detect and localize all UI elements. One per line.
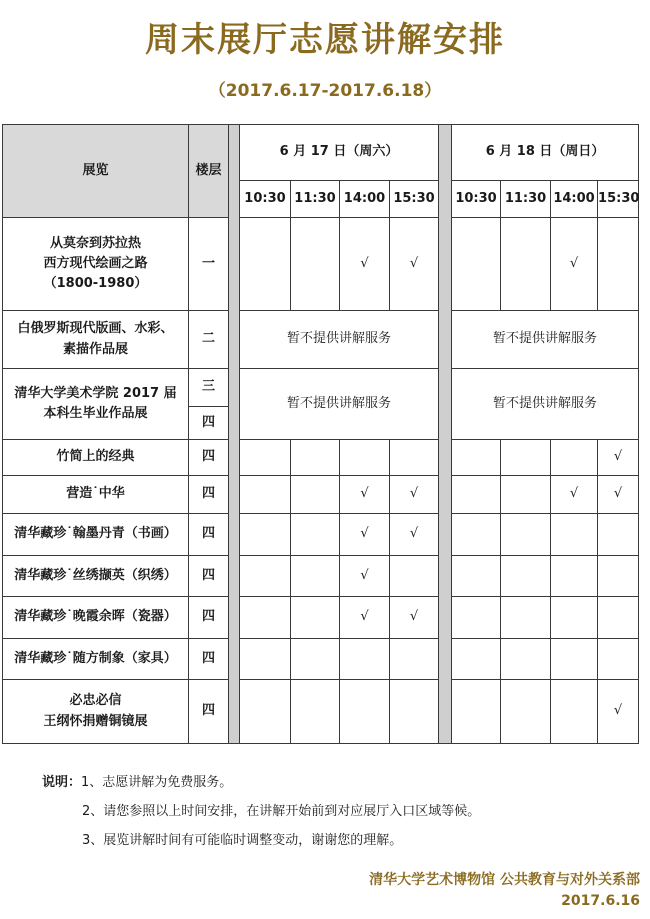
slot-cell	[240, 680, 291, 744]
exhibit-row	[3, 218, 639, 311]
slot-cell	[340, 597, 390, 639]
exhibition-name	[3, 440, 189, 476]
slot-cell	[291, 440, 340, 476]
slot-cell	[551, 597, 598, 639]
slot-cell	[390, 218, 439, 311]
slot-cell	[291, 476, 340, 514]
slot-cell	[501, 556, 551, 597]
time-slot-header: 10:30	[240, 181, 291, 218]
exhibit-column-header: 展览	[3, 125, 189, 218]
slot-cell	[452, 476, 501, 514]
exhibit-row	[3, 514, 639, 556]
slot-cell	[291, 597, 340, 639]
slot-cell	[340, 639, 390, 680]
exhibition-name-line: 竹简上的经典	[56, 449, 135, 465]
floor-cell: 三	[189, 369, 229, 407]
slot-cell	[240, 556, 291, 597]
time-slot-header: 14:00	[340, 181, 390, 218]
slot-cell	[390, 597, 439, 639]
check-mark: √	[360, 486, 369, 502]
time-slot-header: 15:30	[390, 181, 439, 218]
slot-cell	[240, 440, 291, 476]
slot-cell	[340, 440, 390, 476]
no-service-cell: 暂不提供讲解服务	[452, 369, 639, 440]
header-row	[3, 125, 639, 181]
exhibition-name	[3, 514, 189, 556]
slot-cell	[452, 514, 501, 556]
check-mark: √	[360, 526, 369, 542]
slot-cell	[501, 440, 551, 476]
exhibition-name-line: 清华藏珍˙晚霞余晖（瓷器）	[14, 609, 177, 625]
slot-cell	[551, 218, 598, 311]
slot-cell	[452, 639, 501, 680]
footer-date: 2017.6.16	[561, 893, 640, 909]
slot-cell	[551, 556, 598, 597]
slot-cell	[452, 680, 501, 744]
slot-cell	[551, 639, 598, 680]
exhibition-name	[3, 680, 189, 744]
exhibition-name-line: 清华大学美术学院 2017 届	[14, 385, 177, 401]
slot-cell	[551, 514, 598, 556]
time-slot-header: 14:00	[551, 181, 598, 218]
notes	[42, 768, 480, 855]
slot-cell	[390, 476, 439, 514]
slot-cell	[340, 476, 390, 514]
exhibit-row	[3, 311, 639, 369]
exhibition-name-line: 王纲怀捐赠铜镜展	[43, 713, 148, 729]
exhibition-name-line: 西方现代绘画之路	[43, 255, 148, 271]
check-mark: √	[360, 255, 369, 271]
exhibition-name-line: 清华藏珍˙翰墨丹青（书画）	[14, 526, 177, 542]
exhibition-name-line: 营造˙中华	[66, 486, 125, 502]
exhibit-row	[3, 369, 639, 407]
exhibition-name-line: 素描作品展	[62, 341, 128, 357]
no-service-cell: 暂不提供讲解服务	[240, 311, 439, 369]
exhibit-row	[3, 597, 639, 639]
slot-cell	[340, 218, 390, 311]
slot-cell	[598, 440, 639, 476]
note-3	[42, 826, 480, 855]
slot-cell	[240, 639, 291, 680]
spacer	[229, 125, 240, 744]
floor-cell: 四	[189, 407, 229, 440]
spacer	[439, 125, 452, 744]
slot-cell	[240, 514, 291, 556]
exhibit-row	[3, 680, 639, 744]
exhibition-name	[3, 639, 189, 680]
exhibition-name	[3, 311, 189, 369]
floor-cell: 四	[189, 680, 229, 744]
check-mark: √	[613, 449, 623, 465]
note-1	[42, 768, 480, 797]
slot-cell	[291, 218, 340, 311]
exhibition-name-line: （1800-1980）	[43, 276, 148, 292]
slot-cell	[598, 597, 639, 639]
check-mark: √	[360, 609, 369, 625]
check-mark: √	[360, 567, 369, 583]
check-mark: √	[613, 703, 623, 719]
slot-cell	[598, 639, 639, 680]
exhibition-name	[3, 476, 189, 514]
floor-column-header: 楼层	[189, 125, 229, 218]
slot-cell	[501, 639, 551, 680]
check-mark: √	[613, 486, 623, 502]
slot-cell	[598, 514, 639, 556]
note-text: 1、志愿讲解为免费服务。	[81, 775, 233, 790]
slot-cell	[291, 556, 340, 597]
floor-cell: 四	[189, 639, 229, 680]
schedule-table	[2, 124, 639, 744]
exhibition-name-line: 清华藏珍˙丝绣撷英（织绣）	[14, 567, 177, 583]
time-slot-header: 11:30	[501, 181, 551, 218]
slot-cell	[240, 476, 291, 514]
slot-cell	[598, 476, 639, 514]
slot-cell	[501, 514, 551, 556]
slot-cell	[501, 680, 551, 744]
slot-cell	[452, 218, 501, 311]
check-mark: √	[409, 486, 419, 502]
slot-cell	[291, 514, 340, 556]
exhibition-name-line: 必忠必信	[69, 693, 122, 709]
check-mark: √	[409, 255, 419, 271]
notes-label: 说明：	[42, 775, 82, 790]
exhibition-name-line: 清华藏珍˙随方制象（家具）	[14, 650, 177, 666]
slot-cell	[390, 680, 439, 744]
exhibit-row	[3, 556, 639, 597]
check-mark: √	[569, 255, 579, 271]
no-service-cell: 暂不提供讲解服务	[240, 369, 439, 440]
slot-cell	[452, 440, 501, 476]
floor-cell: 四	[189, 597, 229, 639]
floor-cell: 四	[189, 440, 229, 476]
exhibition-name-line: 从莫奈到苏拉热	[49, 235, 141, 251]
check-mark: √	[569, 486, 579, 502]
floor-cell: 四	[189, 514, 229, 556]
exhibition-name	[3, 218, 189, 311]
slot-cell	[390, 556, 439, 597]
slot-cell	[390, 514, 439, 556]
time-slot-header: 10:30	[452, 181, 501, 218]
slot-cell	[452, 597, 501, 639]
exhibit-row	[3, 476, 639, 514]
slot-cell	[598, 680, 639, 744]
note-text: 3、展览讲解时间有可能临时调整变动，谢谢您的理解。	[82, 833, 403, 848]
slot-cell	[551, 440, 598, 476]
exhibition-name	[3, 369, 189, 440]
footer-organization: 清华大学艺术博物馆 公共教育与对外关系部	[369, 872, 640, 888]
exhibit-row	[3, 639, 639, 680]
floor-cell: 四	[189, 476, 229, 514]
date-range: （2017.6.17-2017.6.18）	[208, 81, 442, 101]
page-title: 周末展厅志愿讲解安排	[145, 20, 505, 60]
time-slot-header: 15:30	[598, 181, 639, 218]
slot-cell	[551, 680, 598, 744]
note-text: 2、请您参照以上时间安排，在讲解开始前到对应展厅入口区域等候。	[82, 804, 481, 819]
exhibition-name-line: 白俄罗斯现代版画、水彩、	[17, 321, 174, 337]
exhibit-row	[3, 440, 639, 476]
slot-cell	[598, 218, 639, 311]
slot-cell	[452, 556, 501, 597]
slot-cell	[501, 476, 551, 514]
day1-header: 6 月 17 日（周六）	[240, 125, 439, 181]
slot-cell	[390, 440, 439, 476]
time-slot-header: 11:30	[291, 181, 340, 218]
slot-cell	[240, 218, 291, 311]
slot-cell	[291, 639, 340, 680]
check-mark: √	[409, 609, 419, 625]
slot-cell	[340, 680, 390, 744]
no-service-cell: 暂不提供讲解服务	[452, 311, 639, 369]
exhibition-name	[3, 597, 189, 639]
slot-cell	[551, 476, 598, 514]
slot-cell	[501, 218, 551, 311]
check-mark: √	[409, 526, 419, 542]
slot-cell	[390, 639, 439, 680]
slot-cell	[598, 556, 639, 597]
slot-cell	[340, 556, 390, 597]
exhibition-name-line: 本科生毕业作品展	[43, 406, 148, 421]
floor-cell: 二	[189, 311, 229, 369]
exhibition-name	[3, 556, 189, 597]
slot-cell	[240, 597, 291, 639]
day2-header: 6 月 18 日（周日）	[452, 125, 639, 181]
slot-cell	[291, 680, 340, 744]
floor-cell: 四	[189, 556, 229, 597]
slot-cell	[501, 597, 551, 639]
floor-cell: 一	[189, 218, 229, 311]
note-2	[42, 797, 480, 826]
slot-cell	[340, 514, 390, 556]
